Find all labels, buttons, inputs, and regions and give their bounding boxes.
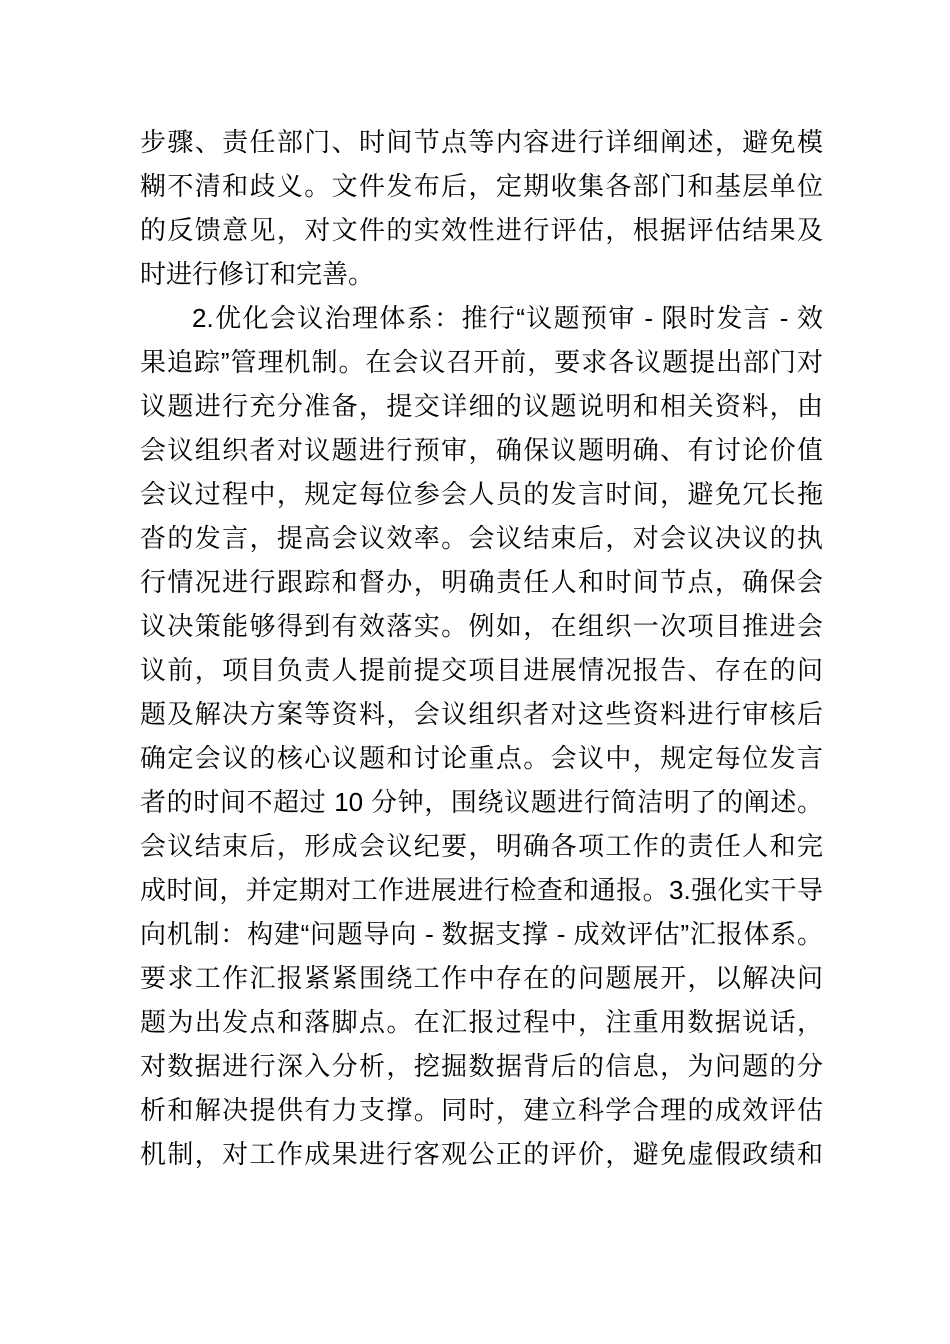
- text-line: 2.优化会议治理体系：推行“议题预审 - 限时发言 - 效: [192, 303, 823, 333]
- text-line: 议决策能够得到有效落实。例如，在组织一次项目推进会: [140, 611, 823, 641]
- text-line: 的反馈意见，对文件的实效性进行评估，根据评估结果及: [140, 215, 823, 245]
- text-line: 议题进行充分准备，提交详细的议题说明和相关资料，由: [140, 391, 823, 421]
- text-line: 者的时间不超过 10 分钟，围绕议题进行简洁明了的阐述。: [140, 787, 823, 817]
- text-line: 成时间，并定期对工作进展进行检查和通报。3.强化实干导: [140, 875, 823, 905]
- text-line: 步骤、责任部门、时间节点等内容进行详细阐述，避免模: [140, 127, 823, 157]
- text-line: 时进行修订和完善。: [140, 259, 375, 289]
- text-line: 对数据进行深入分析，挖掘数据背后的信息，为问题的分: [140, 1051, 823, 1081]
- text-line: 析和解决提供有力支撑。同时，建立科学合理的成效评估: [140, 1095, 823, 1125]
- text-line: 会议结束后，形成会议纪要，明确各项工作的责任人和完: [140, 831, 823, 861]
- text-line: 向机制：构建“问题导向 - 数据支撑 - 成效评估”汇报体系。: [140, 919, 823, 949]
- text-line: 会议过程中，规定每位参会人员的发言时间，避免冗长拖: [140, 479, 823, 509]
- text-line: 沓的发言，提高会议效率。会议结束后，对会议决议的执: [140, 523, 823, 553]
- text-line: 题及解决方案等资料，会议组织者对这些资料进行审核后: [140, 699, 823, 729]
- text-line: 果追踪”管理机制。在会议召开前，要求各议题提出部门对: [140, 347, 823, 377]
- text-line: 机制，对工作成果进行客观公正的评价，避免虚假政绩和: [140, 1139, 823, 1169]
- text-line: 行情况进行跟踪和督办，明确责任人和时间节点，确保会: [140, 567, 823, 597]
- text-line: 确定会议的核心议题和讨论重点。会议中，规定每位发言: [140, 743, 823, 773]
- text-line: 议前，项目负责人提前提交项目进展情况报告、存在的问: [140, 655, 823, 685]
- text-line: 糊不清和歧义。文件发布后，定期收集各部门和基层单位: [140, 171, 823, 201]
- text-line: 要求工作汇报紧紧围绕工作中存在的问题展开，以解决问: [140, 963, 823, 993]
- text-line: 题为出发点和落脚点。在汇报过程中，注重用数据说话，: [140, 1007, 823, 1037]
- text-line: 会议组织者对议题进行预审，确保议题明确、有讨论价值: [140, 435, 823, 465]
- document-text-block: [140, 120, 823, 1176]
